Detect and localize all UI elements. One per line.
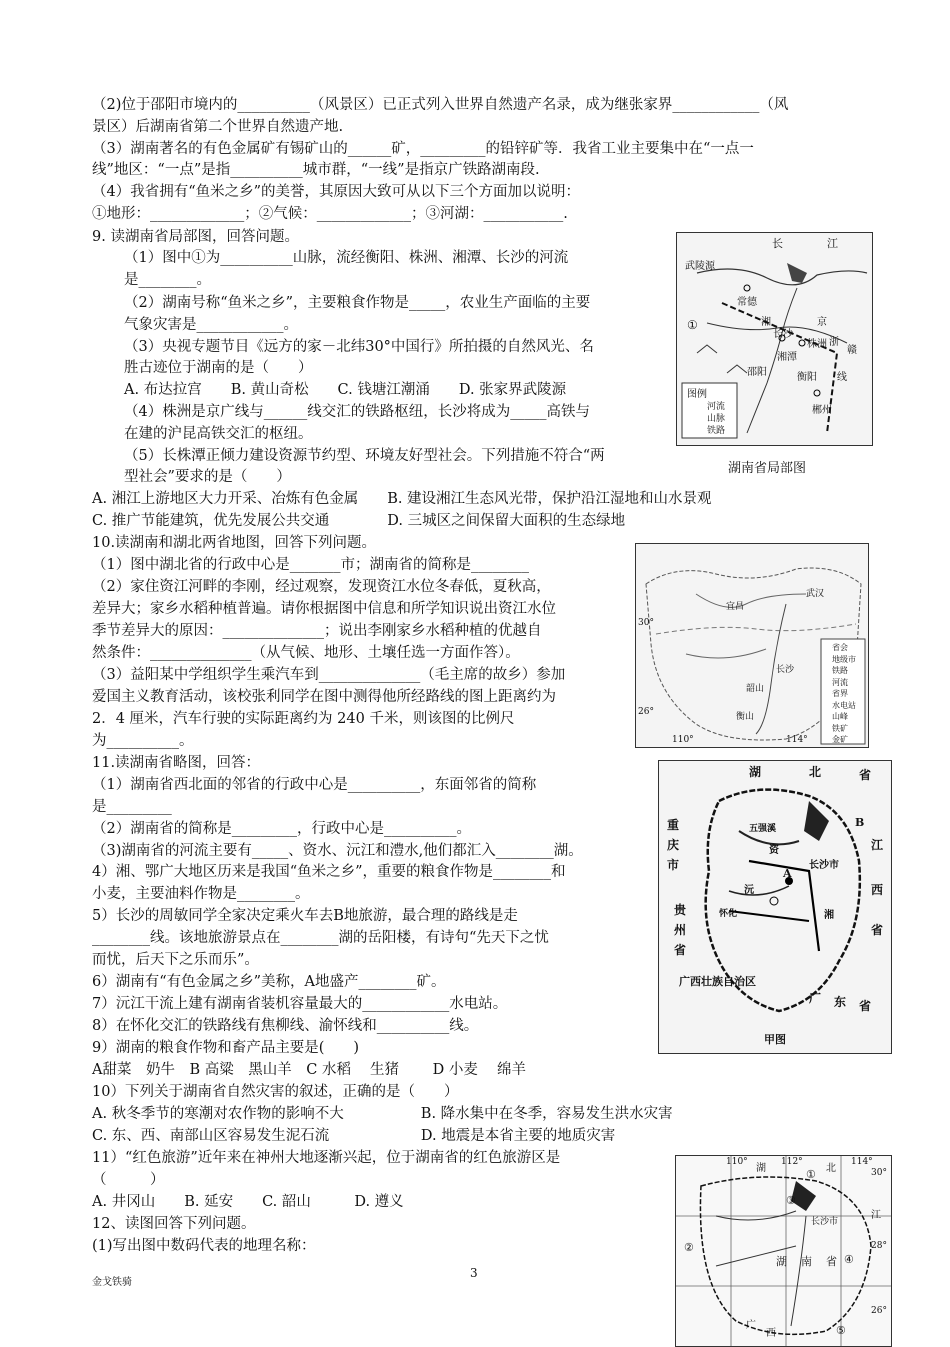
- map2-legend-item: 金矿: [832, 735, 848, 744]
- map3-label: 五强溪: [749, 824, 777, 834]
- map3-label: 省: [859, 999, 872, 1013]
- text-line: A. 秋冬季节的寒潮对农作物的影响不大 B. 降水集中在冬季，容易发生洪水灾害: [92, 1106, 673, 1122]
- map1-legend-title: 图例: [687, 389, 707, 400]
- map4-label: 湖: [776, 1255, 787, 1268]
- hunan-partial-map: [676, 232, 873, 446]
- map1-label: 浙: [829, 337, 839, 348]
- map1-legend-item: 河流: [707, 402, 726, 412]
- map1-label: 郴州: [812, 405, 832, 416]
- text-line: 是_________: [92, 799, 172, 815]
- map1-label: 株洲: [807, 339, 827, 350]
- map1-label: 湘潭: [777, 352, 797, 363]
- map3-label: 贵: [674, 903, 687, 917]
- map3-label: 省: [859, 768, 872, 782]
- text-line: A. 湘江上游地区大力开采、冶炼有色金属 B. 建设湘江生态风光带，保护沿江湿地和山水景观: [92, 491, 712, 507]
- map1-label: 线: [837, 372, 847, 383]
- text-line: 10）下列关于湖南省自然灾害的叙述，正确的是（ ）: [92, 1084, 459, 1100]
- map1-label: 常德: [737, 297, 757, 308]
- map1-label: 京: [817, 317, 827, 328]
- text-line: 差异大；家乡水稻种植普遍。请你根据图中信息和所学知识说出资江水位: [92, 601, 556, 617]
- map2-label: 韶山: [746, 684, 765, 694]
- map3-label: 广: [809, 991, 822, 1005]
- map2-label: 武汉: [806, 589, 825, 599]
- map3-caption: 甲图: [764, 1033, 786, 1046]
- text-line: （4）我省拥有“鱼米之乡”的美誉，其原因大致可从以下三个方面加以说明：: [92, 184, 581, 200]
- text-line: 4）湘、鄂广大地区历来是我国“鱼米之乡”，重要的粮食作物是________和: [92, 864, 566, 880]
- text-line: （2)位于邵阳市境内的__________（风景区）已正式列入世界自然遗产名录，成为继张家界____________（风: [92, 97, 789, 113]
- map4-label: 省: [826, 1255, 837, 1268]
- map3-label: 省: [674, 943, 687, 957]
- text-line: 然条件：______________（从气候、地形、土壤任选一方面作答）。: [92, 645, 520, 661]
- text-line: 9）湖南的粮食作物和畜产品主要是( ): [92, 1040, 360, 1056]
- footer-note: 金戈铁骑: [92, 1277, 132, 1288]
- map4-label: ②: [684, 1241, 694, 1254]
- text-line: 11.读湖南省略图，回答：: [92, 755, 261, 771]
- map4-label: ⑤: [836, 1324, 846, 1337]
- text-line: (1)写出图中数码代表的地理名称：: [92, 1238, 316, 1254]
- text-line: （2）家住资江河畔的李刚，经过观察，发现资江水位冬春低，夏秋高，: [92, 579, 551, 595]
- hunan-grid-map: [675, 1155, 892, 1347]
- text-line: （5）长株潭正倾力建设资源节约型、环境友好型社会。下列措施不符合“两: [124, 448, 605, 464]
- map2-legend-item: 省界: [832, 689, 848, 698]
- map1-label: 赣: [847, 345, 857, 356]
- map3-label: B: [855, 816, 865, 829]
- text-line: （4）株洲是京广线与______线交汇的铁路枢纽，长沙将成为_____高铁与: [124, 404, 590, 420]
- map2-legend-item: 河流: [832, 677, 848, 687]
- map2-label: 110°: [672, 735, 694, 745]
- text-line: （1）图中①为__________山脉，流经衡阳、株洲、湘潭、长沙的河流: [124, 250, 569, 266]
- map3-label: 省: [871, 923, 884, 937]
- text-line: （1）湖南省西北面的邻省的行政中心是__________，东面邻省的简称: [92, 777, 537, 793]
- map3-label: 广西壮族自治区: [679, 975, 756, 988]
- text-line: （1）图中湖北省的行政中心是_______市；湖南省的简称是________: [92, 557, 529, 573]
- map1-label: ①: [687, 318, 698, 332]
- map4-label: ①: [806, 1168, 816, 1181]
- map3-label: 西: [871, 883, 884, 897]
- text-line: （3）益阳某中学组织学生乘汽车到______________（毛主席的故乡）参加: [92, 667, 566, 683]
- text-line: 9. 读湖南省局部图，回答问题。: [92, 229, 299, 245]
- map2-label: 宜昌: [726, 602, 745, 612]
- map2-legend-item: 山峰: [832, 712, 848, 721]
- hunan-sketch-map: [658, 760, 892, 1054]
- map1-label: 江: [827, 237, 838, 250]
- map3-label: 长沙市: [809, 860, 839, 871]
- map1-label: 长: [772, 237, 783, 250]
- map4-label: ④: [844, 1253, 854, 1266]
- map1-label: 武陵源: [685, 261, 715, 272]
- text-line: 8）在怀化交汇的铁路线有焦柳线、渝怀线和__________线。: [92, 1018, 479, 1034]
- map4-label: 湖: [756, 1163, 766, 1174]
- map2-label: 114°: [786, 735, 808, 745]
- map2-legend-item: 水电站: [832, 700, 856, 710]
- text-line: （ ）: [92, 1172, 165, 1188]
- map2-legend-item: 铁矿: [832, 723, 848, 733]
- map3-label: 东: [834, 995, 847, 1009]
- map4-label: 110°: [726, 1157, 748, 1167]
- map4-label: 西: [766, 1328, 776, 1339]
- map2-label: 26°: [638, 707, 654, 717]
- map4-label: 南: [801, 1255, 812, 1268]
- text-line: 型社会”要求的是（ ）: [124, 469, 291, 485]
- map2-label: 长沙: [776, 665, 795, 675]
- text-line: 小麦，主要油料作物是________。: [92, 886, 310, 902]
- text-line: 为__________。: [92, 733, 194, 749]
- text-line: 而忧，后天下之乐而乐”。: [92, 952, 259, 968]
- map4-label: 114°: [851, 1157, 873, 1167]
- text-line: 爱国主义教育活动，该校张利同学在图中测得他所经路线的图上距离约为: [92, 689, 556, 705]
- map2-legend-item: 地级市: [832, 654, 856, 664]
- text-line: 12、读图回答下列问题。: [92, 1216, 256, 1232]
- map3-label: 资: [769, 845, 779, 856]
- map4-label: 北: [826, 1163, 836, 1174]
- map3-label: 江: [871, 838, 884, 852]
- text-line: （3）央视专题节目《远方的家－北纬30°中国行》所拍摄的自然风光、名: [124, 339, 594, 355]
- map3-label: 怀化: [719, 909, 738, 919]
- text-line: ________线。该地旅游景点在________湖的岳阳楼，有诗句“先天下之忧: [92, 930, 549, 946]
- text-line: A甜菜 奶牛 B 高粱 黑山羊 C 水稻 生猪 D 小麦 绵羊: [92, 1062, 526, 1078]
- text-line: 在建的沪昆高铁交汇的枢纽。: [124, 426, 313, 442]
- text-line: ①地形：_____________；②气候：_____________；③河湖：___________.: [92, 206, 568, 222]
- map1-label: 邵阳: [747, 367, 767, 378]
- map4-label: 30°: [871, 1168, 887, 1178]
- text-line: 2．4 厘米，汽车行驶的实际距离约为 240 千米，则该图的比例尺: [92, 711, 515, 727]
- map4-label: 广: [746, 1320, 756, 1331]
- map3-label: 庆: [667, 838, 680, 852]
- map3-label: 湖: [749, 765, 762, 779]
- text-line: A. 井冈山 B. 延安 C. 韶山 D. 遵义: [92, 1194, 404, 1210]
- text-line: （2）湖南号称“鱼米之乡”，主要粮食作物是_____，农业生产面临的主要: [124, 295, 591, 311]
- text-line: 气象灾害是____________。: [124, 317, 298, 333]
- map1-legend-item: 铁路: [707, 426, 726, 436]
- hunan-hubei-map: [635, 543, 869, 748]
- text-line: （3)湖南省的河流主要有_____、资水、沅江和澧水,他们都汇入________湖。: [92, 843, 583, 859]
- map2-label: 30°: [638, 618, 654, 628]
- map1-label: 衡阳: [797, 372, 817, 383]
- map4-label: ③: [786, 1194, 796, 1207]
- map3-label: 州: [674, 923, 687, 937]
- map3-label: 北: [809, 765, 822, 779]
- text-line: C. 推广节能建筑，优先发展公共交通 D. 三城区之间保留大面积的生态绿地: [92, 513, 626, 529]
- map3-label: 市: [667, 858, 680, 872]
- map2-legend-item: 铁路: [832, 666, 848, 675]
- map4-label: 长沙市: [811, 1217, 839, 1227]
- text-line: （2）湖南省的简称是_________，行政中心是__________。: [92, 821, 471, 837]
- text-line: 10.读湖南和湖北两省地图，回答下列问题。: [92, 535, 377, 551]
- text-line: 景区）后湖南省第二个世界自然遗产地.: [92, 119, 344, 135]
- text-line: 是________。: [124, 272, 211, 288]
- map1-legend-item: 山脉: [707, 414, 726, 424]
- text-line: 线”地区：“一点”是指__________城市群，“一线”是指京广铁路湖南段.: [92, 162, 540, 178]
- text-line: A. 布达拉宫 B. 黄山奇松 C. 钱塘江潮涌 D. 张家界武陵源: [124, 382, 567, 398]
- map4-label: 112°: [781, 1157, 803, 1167]
- text-line: 6）湖南有“有色金属之乡”美称，A地盛产________矿。: [92, 974, 446, 990]
- text-line: 胜古迹位于湖南的是（ ）: [124, 360, 313, 376]
- text-line: C. 东、西、南部山区容易发生泥石流 D. 地震是本省主要的地质灾害: [92, 1128, 616, 1144]
- text-line: 7）沅江干流上建有湖南省装机容量最大的____________水电站。: [92, 996, 508, 1012]
- map4-label: 28°: [871, 1241, 887, 1251]
- map1-caption: 湖南省局部图: [728, 461, 807, 476]
- map4-label: 江: [871, 1210, 881, 1221]
- map2-label: 衡山: [736, 712, 755, 722]
- map4-label: 26°: [871, 1306, 887, 1316]
- map3-label: 湘: [824, 910, 834, 921]
- map3-label: 重: [667, 818, 680, 832]
- map3-label: A: [783, 867, 792, 880]
- map2-legend-item: 省会: [832, 643, 848, 652]
- map3-label: 沅: [744, 885, 754, 896]
- map1-label: 长沙: [773, 329, 793, 340]
- text-line: 季节差异大的原因：______________；说出李刚家乡水稻种植的优越自: [92, 623, 542, 639]
- text-line: （3）湖南著名的有色金属矿有锡矿山的______矿，_________的铅锌矿等．我省工业主要集中在“一点一: [92, 141, 754, 157]
- map1-label: 湘: [761, 317, 771, 328]
- text-line: 11）“红色旅游”近年来在神州大地逐渐兴起，位于湖南省的红色旅游区是: [92, 1150, 561, 1166]
- text-line: 5）长沙的周敏同学全家决定乘火车去B地旅游，最合理的路线是走: [92, 908, 518, 924]
- page-number: 3: [470, 1266, 478, 1280]
